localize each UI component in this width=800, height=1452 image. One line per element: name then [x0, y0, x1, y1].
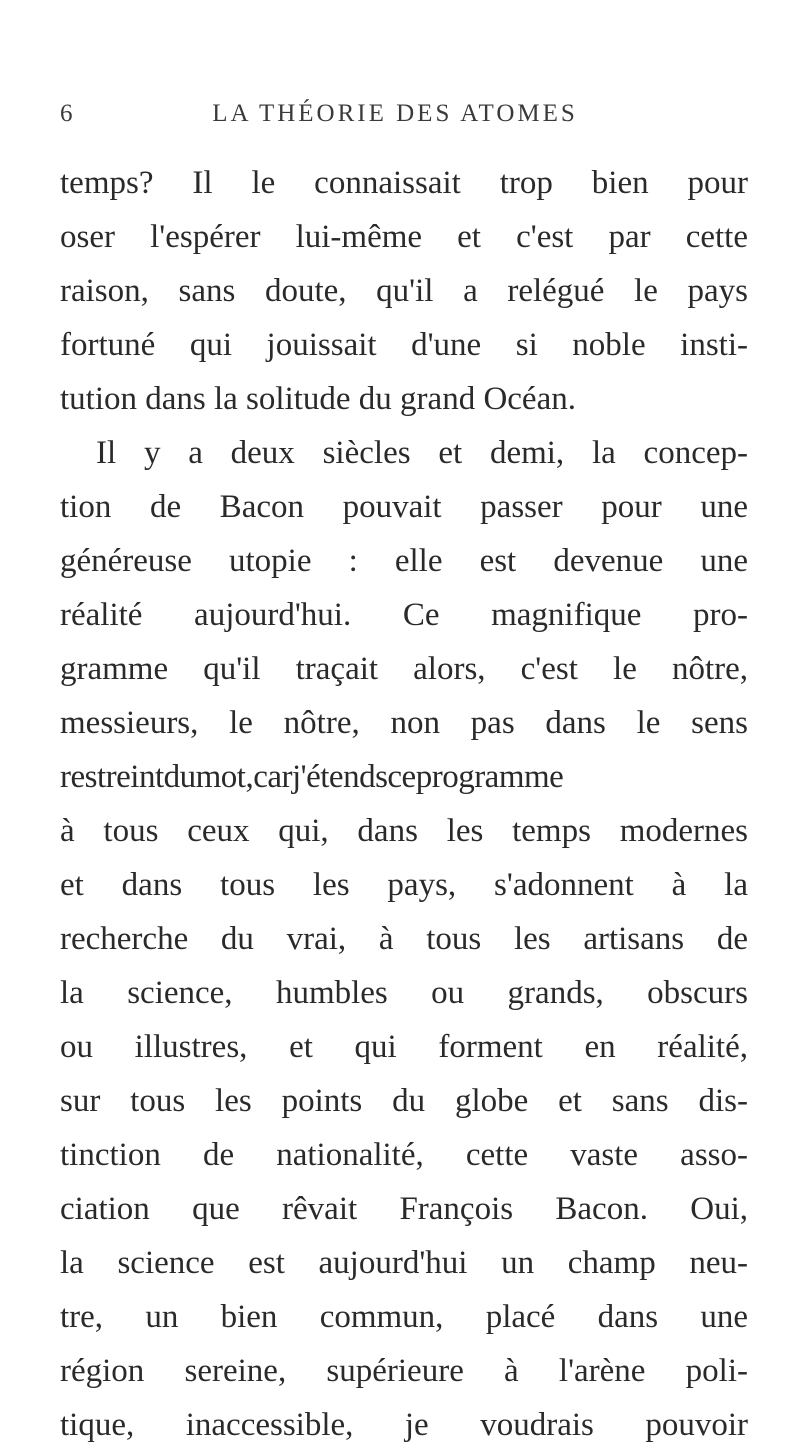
text-line: recherche du vrai, à tous les artisans de: [60, 921, 748, 957]
text-line: restreintdumot,carj'étendsceprogramme: [60, 759, 564, 795]
running-head: [60, 100, 740, 140]
text-line: temps? Il le connaissait trop bien pour: [60, 165, 748, 201]
text-line: tinction de nationalité, cette vaste asso-: [60, 1137, 748, 1173]
text-line: tre, un bien commun, placé dans une: [60, 1299, 748, 1335]
text-line: ou illustres, et qui forment en réalité,: [60, 1029, 748, 1065]
text-line: fortuné qui jouissait d'une si noble insti-: [60, 327, 748, 363]
text-line: région sereine, supérieure à l'arène poli-: [60, 1353, 748, 1389]
text-line: tique, inaccessible, je voudrais pouvoir: [60, 1407, 748, 1443]
text-line: messieurs, le nôtre, non pas dans le sens: [60, 705, 748, 741]
body-text: [60, 156, 748, 1452]
text-line: oser l'espérer lui-même et c'est par cette: [60, 219, 748, 255]
text-line: ciation que rêvait François Bacon. Oui,: [60, 1191, 748, 1227]
text-line: raison, sans doute, qu'il a relégué le pays: [60, 273, 748, 309]
text-line: réalité aujourd'hui. Ce magnifique pro-: [60, 597, 748, 633]
text-line: la science, humbles ou grands, obscurs: [60, 975, 748, 1011]
text-line: à tous ceux qui, dans les temps modernes: [60, 813, 748, 849]
text-line: la science est aujourd'hui un champ neu-: [60, 1245, 748, 1281]
text-line: généreuse utopie : elle est devenue une: [60, 543, 748, 579]
text-line: tion de Bacon pouvait passer pour une: [60, 489, 748, 525]
text-line: Il y a deux siècles et demi, la concep-: [96, 435, 748, 471]
text-line: gramme qu'il traçait alors, c'est le nôtre,: [60, 651, 748, 687]
text-line: tution dans la solitude du grand Océan.: [60, 381, 576, 417]
text-line: et dans tous les pays, s'adonnent à la: [60, 867, 748, 903]
page-number: 6: [60, 100, 76, 127]
text-line: sur tous les points du globe et sans dis-: [60, 1083, 748, 1119]
running-title: LA THÉORIE DES ATOMES: [212, 100, 578, 127]
